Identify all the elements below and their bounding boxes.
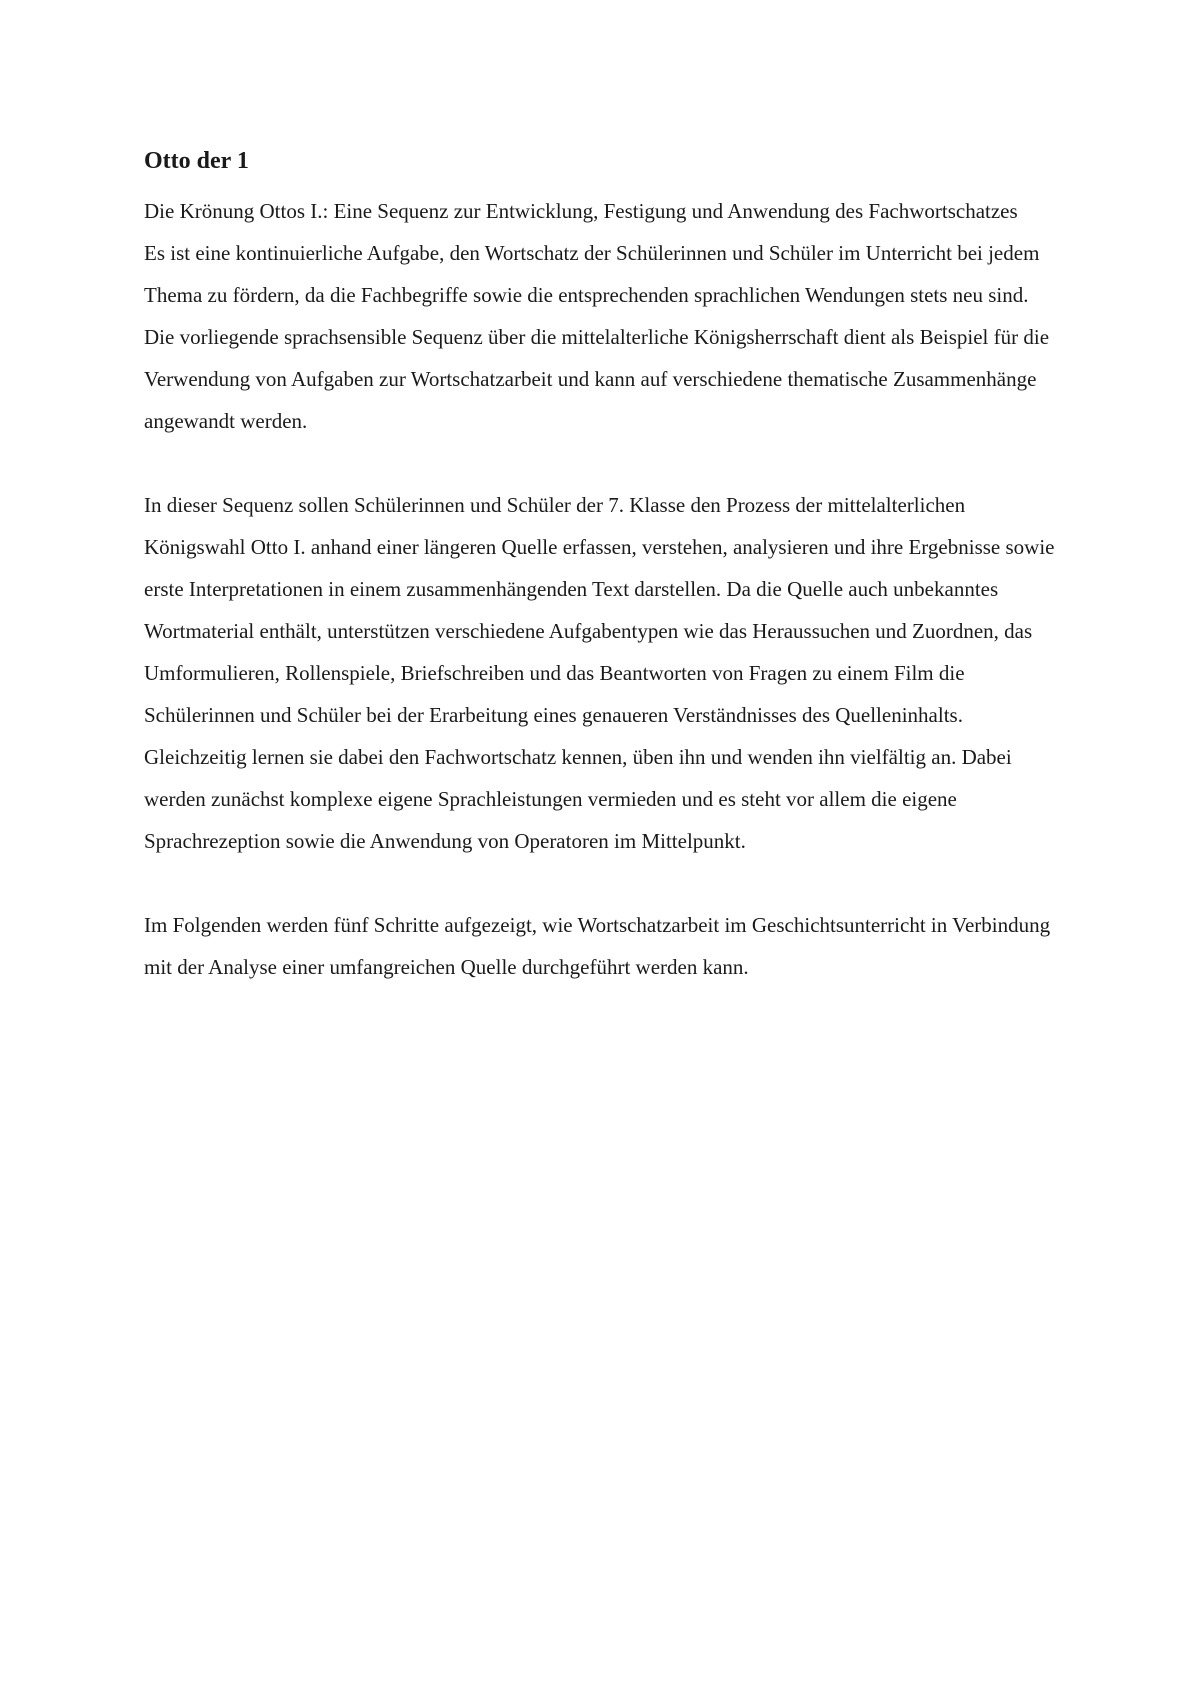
paragraph-spacer [144, 862, 1064, 904]
paragraph-spacer [144, 442, 1064, 484]
document-body [144, 190, 1064, 988]
paragraph-intro: Es ist eine kontinuierliche Aufgabe, den Wortschatz der Schülerinnen und Schüler im Unterricht bei jedem Thema zu fördern, da die Fachbegriffe sowie die entsprechenden sprachlichen Wendungen stets neu sind. Die vorliegende sprachsensible Sequenz über die mittelalterliche Königsherrschaft dient als Beispiel für die Verwendung von Aufgaben zur Wortschatzarbeit und kann auf verschiedene thematische Zusammenhänge angewandt werden. [144, 241, 1050, 433]
document-subtitle: Die Krönung Ottos I.: Eine Sequenz zur Entwicklung, Festigung und Anwendung des Fachwortschatzes [144, 199, 1018, 223]
paragraph-steps: Im Folgenden werden fünf Schritte aufgezeigt, wie Wortschatzarbeit im Geschichtsunterricht in Verbindung mit der Analyse einer umfangreichen Quelle durchgeführt werden kann. [144, 913, 1051, 979]
document-content [144, 146, 1064, 988]
document-title: Otto der 1 [144, 148, 249, 174]
paragraph-sequence: In dieser Sequenz sollen Schülerinnen und Schüler der 7. Klasse den Prozess der mittelalterlichen Königswahl Otto I. anhand einer längeren Quelle erfassen, verstehen, analysieren und ihre Ergebnisse sowie erste Interpretationen in einem zusammenhängenden Text darstellen. Da die Quelle auch unbekanntes Wortmaterial enthält, unterstützen verschiedene Aufgabentypen wie das Heraussuchen und Zuordnen, das Umformulieren, Rollenspiele, Briefschreiben und das Beantworten von Fragen zu einem Film die Schülerinnen und Schüler bei der Erarbeitung eines genaueren Verständnisses des Quelleninhalts. Gleichzeitig lernen sie dabei den Fachwortschatz kennen, üben ihn und wenden ihn vielfältig an. Dabei werden zunächst komplexe eigene Sprachleistungen vermieden und es steht vor allem die eigene Sprachrezeption sowie die Anwendung von Operatoren im Mittelpunkt. [144, 493, 1055, 853]
